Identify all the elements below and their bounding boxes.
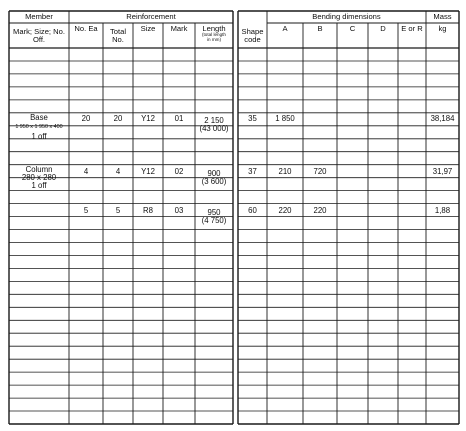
- mass-header: Mass: [433, 12, 452, 22]
- no-ea-header: No. Ea: [74, 24, 98, 34]
- dim-b-cell: [303, 112, 337, 126]
- dim-c-cell: [337, 165, 368, 179]
- size-cell: Y12: [141, 113, 155, 123]
- shape-code-cell: 60: [248, 205, 257, 215]
- member-subheader-line1: Mark; Size; No.: [13, 26, 65, 36]
- dim-c-header: C: [349, 24, 356, 34]
- dim-b-cell: 720: [313, 166, 327, 176]
- total-no-header: [103, 23, 133, 48]
- e-or-r-header: E or R: [401, 24, 423, 34]
- total-no-cell: 4: [115, 166, 121, 176]
- mark-cell: 03: [174, 205, 184, 215]
- dim-a-cell: 1 850: [275, 113, 295, 123]
- length-value: 950: [207, 207, 221, 217]
- length-total: (43 000): [199, 124, 229, 133]
- mass-cell: 31,97: [432, 166, 453, 176]
- no-ea-cell: 5: [83, 205, 89, 215]
- length-total: (4 750): [201, 216, 227, 225]
- length-cell: [195, 204, 233, 230]
- length-value: 900: [207, 168, 221, 178]
- member-description-column: [9, 165, 69, 204]
- e-or-r-cell: [398, 165, 426, 179]
- member-subheader-line2: Off.: [32, 34, 46, 44]
- member-header: Member: [25, 12, 53, 22]
- mass-cell: 1,88: [434, 205, 451, 215]
- length-value: 2 150: [204, 115, 224, 125]
- total-no-header-line2: No.: [112, 34, 124, 44]
- shape-code-header: [238, 23, 267, 48]
- member-size: 1 950 x 1 950 x 400: [15, 124, 63, 131]
- member-quantity: 1 off: [31, 131, 47, 141]
- length-note-line2: in mm): [206, 36, 222, 42]
- dim-d-cell: [368, 204, 398, 218]
- dim-d-header: D: [380, 24, 386, 34]
- dim-d-cell: [368, 165, 398, 179]
- bending-dimensions-header: Bending dimensions: [312, 12, 381, 22]
- shape-code-cell: 35: [248, 113, 257, 123]
- shape-code-cell: 37: [248, 166, 257, 176]
- length-cell: [195, 165, 233, 191]
- mark-cell: 02: [174, 166, 184, 176]
- member-name: Base: [30, 113, 48, 122]
- size-cell: Y12: [141, 166, 155, 176]
- no-ea-cell: 4: [83, 166, 89, 176]
- member-subheader: [9, 23, 69, 48]
- member-name: Column: [25, 165, 53, 174]
- dim-c-cell: [337, 112, 368, 126]
- length-cell: [195, 112, 233, 138]
- dim-a-cell: 220: [278, 205, 292, 215]
- length-total: (3 600): [201, 177, 227, 186]
- length-header: [195, 23, 233, 48]
- reinforcement-header: Reinforcement: [126, 12, 176, 22]
- dim-b-header: B: [317, 24, 323, 34]
- e-or-r-cell: [398, 112, 426, 126]
- member-description-base: [9, 112, 69, 154]
- mark-cell: 01: [174, 113, 184, 123]
- no-ea-cell: 20: [81, 113, 91, 123]
- shape-code-header-line1: Shape: [241, 26, 264, 36]
- member-quantity: 1 off: [31, 181, 47, 191]
- length-note-line1: (total length: [201, 31, 226, 37]
- member-size: 280 x 280: [21, 173, 57, 183]
- dim-c-cell: [337, 204, 368, 218]
- dim-a-cell: 210: [278, 166, 292, 176]
- total-no-cell: 20: [113, 113, 123, 123]
- length-header-label: Length: [202, 24, 226, 33]
- mass-cell: 38,184: [430, 113, 455, 123]
- size-cell: R8: [143, 205, 153, 215]
- total-no-cell: 5: [115, 205, 121, 215]
- mark-header: Mark: [170, 24, 188, 34]
- dim-d-cell: [368, 112, 398, 126]
- e-or-r-cell: [398, 204, 426, 218]
- dim-b-cell: 220: [313, 205, 327, 215]
- size-header: Size: [140, 24, 156, 34]
- mass-unit-header: kg: [438, 24, 447, 34]
- total-no-header-line1: Total: [109, 26, 127, 36]
- shape-code-header-line2: code: [244, 34, 261, 44]
- dim-a-header: A: [282, 24, 288, 34]
